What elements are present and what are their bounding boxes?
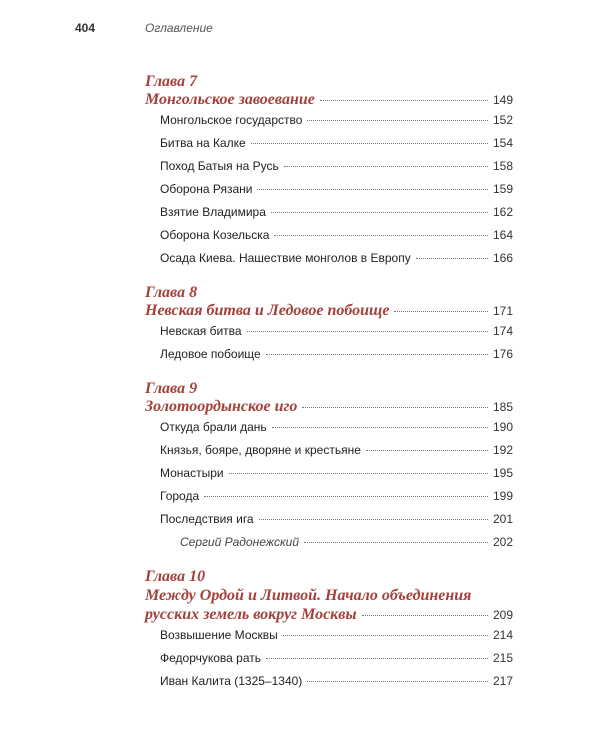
subentry-page: 202 (492, 535, 513, 549)
chapter-title-first-line[interactable]: Между Ордой и Литвой. Начало объединения (145, 587, 472, 604)
dot-leader (271, 212, 488, 213)
dot-leader (204, 496, 488, 497)
chapter-page: 185 (492, 400, 513, 414)
chapter-label: Глава 8 (145, 284, 198, 301)
toc-entry[interactable] (160, 136, 513, 159)
chapter-title-row[interactable] (145, 91, 513, 113)
entry-page: 176 (492, 347, 513, 361)
dot-leader (283, 635, 488, 636)
entry-title: Осада Киева. Нашествие монголов в Европу (160, 251, 411, 265)
entry-page: 162 (492, 205, 513, 219)
entry-page: 195 (492, 466, 513, 480)
dot-leader (302, 407, 488, 408)
entry-page: 214 (492, 628, 513, 642)
entry-title: Возвышение Москвы (160, 628, 278, 642)
dot-leader (257, 189, 487, 190)
dot-leader (366, 450, 488, 451)
chapter-title-row[interactable] (145, 606, 513, 628)
entry-page: 199 (492, 489, 513, 503)
dot-leader (307, 681, 488, 682)
toc-entry[interactable] (160, 466, 513, 489)
chapter-title: Монгольское завоевание (145, 91, 315, 108)
entry-title: Взятие Владимира (160, 205, 266, 219)
entry-title: Князья, бояре, дворяне и крестьяне (160, 443, 361, 457)
toc-entry[interactable] (160, 512, 513, 535)
entry-page: 215 (492, 651, 513, 665)
entry-title: Оборона Рязани (160, 182, 253, 196)
running-title: Оглавление (145, 21, 213, 35)
dot-leader (304, 542, 488, 543)
dot-leader (272, 427, 488, 428)
entry-title: Последствия ига (160, 512, 254, 526)
chapter-page: 171 (492, 304, 513, 318)
dot-leader (394, 311, 488, 312)
entry-title: Битва на Калке (160, 136, 246, 150)
entry-title: Иван Калита (1325–1340) (160, 674, 303, 688)
toc-entry[interactable] (160, 651, 513, 674)
dot-leader (247, 331, 488, 332)
chapter-title: Невская битва и Ледовое побоище (145, 302, 390, 319)
chapter-7 (145, 72, 513, 274)
chapter-8 (145, 283, 513, 370)
toc-entry[interactable] (160, 159, 513, 182)
toc-entry[interactable] (160, 347, 513, 370)
toc-entry[interactable] (160, 628, 513, 651)
entry-title: Федорчукова рать (160, 651, 262, 665)
toc-entry[interactable] (160, 489, 513, 512)
entry-page: 164 (492, 228, 513, 242)
entry-title: Откуда брали дань (160, 420, 267, 434)
entry-title: Поход Батыя на Русь (160, 159, 279, 173)
chapter-page: 149 (492, 93, 513, 107)
chapter-label: Глава 10 (145, 568, 206, 585)
chapter-9 (145, 379, 513, 558)
chapter-title: Золотоордынское иго (145, 398, 298, 415)
entry-page: 152 (492, 113, 513, 127)
entry-page: 192 (492, 443, 513, 457)
entry-title: Города (160, 489, 200, 503)
entry-title: Ледовое побоище (160, 347, 261, 361)
chapter-label: Глава 9 (145, 380, 198, 397)
dot-leader (416, 258, 488, 259)
page-number: 404 (75, 21, 96, 35)
dot-leader (229, 473, 488, 474)
entry-page: 190 (492, 420, 513, 434)
entry-title: Невская битва (160, 324, 242, 338)
entry-page: 217 (492, 674, 513, 688)
chapter-title-row[interactable] (145, 302, 513, 324)
entry-page: 154 (492, 136, 513, 150)
chapter-page: 209 (492, 608, 513, 622)
chapter-10 (145, 567, 513, 697)
dot-leader (320, 100, 488, 101)
toc-entry[interactable] (160, 420, 513, 443)
dot-leader (251, 143, 488, 144)
dot-leader (284, 166, 488, 167)
toc-entry[interactable] (160, 443, 513, 466)
table-of-contents (145, 72, 513, 697)
dot-leader (274, 235, 487, 236)
entry-title: Монгольское государство (160, 113, 303, 127)
toc-entry[interactable] (160, 182, 513, 205)
chapter-label: Глава 7 (145, 73, 198, 90)
page-header (75, 21, 213, 35)
entry-page: 158 (492, 159, 513, 173)
toc-entry[interactable] (160, 674, 513, 697)
dot-leader (307, 120, 488, 121)
entry-page: 159 (492, 182, 513, 196)
chapter-title-row[interactable] (145, 398, 513, 420)
entry-title: Оборона Козельска (160, 228, 270, 242)
toc-entry[interactable] (160, 205, 513, 228)
entry-page: 166 (492, 251, 513, 265)
toc-entry[interactable] (160, 324, 513, 347)
subentry-title: Сергий Радонежский (180, 535, 300, 549)
dot-leader (362, 615, 488, 616)
dot-leader (266, 658, 488, 659)
toc-entry[interactable] (160, 228, 513, 251)
entry-page: 201 (492, 512, 513, 526)
chapter-title: русских земель вокруг Москвы (145, 606, 357, 623)
dot-leader (266, 354, 488, 355)
entry-page: 174 (492, 324, 513, 338)
toc-subentry[interactable] (180, 535, 513, 558)
toc-entry[interactable] (160, 251, 513, 274)
toc-entry[interactable] (160, 113, 513, 136)
dot-leader (259, 519, 488, 520)
entry-title: Монастыри (160, 466, 224, 480)
